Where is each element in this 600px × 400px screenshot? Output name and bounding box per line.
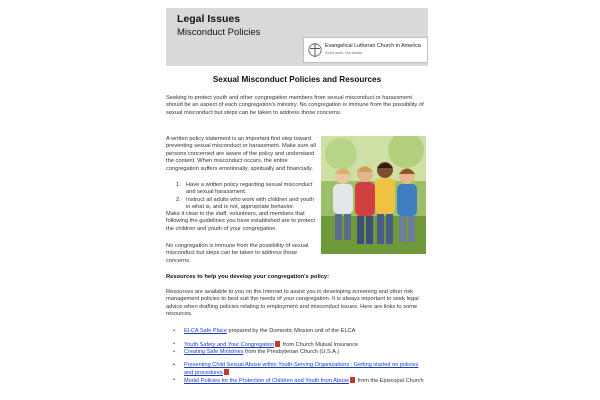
page-title: Sexual Misconduct Policies and Resources — [212, 75, 382, 84]
list-item: • Creating Safe Ministries from the Presbyterian Church (U.S.A.) — [173, 349, 340, 355]
document-page — [166, 8, 428, 400]
logo-name: Evangelical Lutheran Church in America — [325, 43, 421, 49]
bullet-icon: • — [173, 341, 175, 347]
list-item: • ELCA Safe Place prepared by the Domestic Mission unit of the ELCA — [173, 328, 356, 334]
model-policies-link[interactable]: Model Policies for the Protection of Children and Youth from Abuse — [184, 378, 350, 384]
bullet-icon: • — [173, 349, 175, 355]
header-title: Legal Issues — [177, 13, 241, 25]
elca-safe-place-link[interactable]: ELCA Safe Place — [184, 328, 227, 334]
list-item: • Youth Safety and Your Congregation from Church Mutual Insurance — [173, 341, 359, 348]
list-item — [166, 362, 428, 377]
policy-paragraph: A written policy statement is an important first step toward preventing sexual misconduct or harassment. Make sure all persons concerned are aware of the policy and understand the content. When misconduct occurs, the entire congregation suffers emotionally, spiritually and financially. — [166, 136, 316, 172]
intro-paragraph: Seeking to protect youth and other congregation members from sexual misconduct or harassment should be an aspect of each congregation's ministry. No congregation is immune from the possibility of sexual misconduct but steps can be taken to address those concerns. — [166, 95, 424, 116]
list-item: 2. Instruct all adults who work with children and youth in what is, and is not, appropriate behavior. — [176, 196, 315, 211]
resources-paragraph: Resources are available to you on the Internet to assist you in developing screening and other risk management policies to best suit the needs of your congregation. It is always important to seek legal advice when drafting policies relating to employment and misconduct issues. Here are links to some resources. — [166, 289, 419, 318]
resource-links-list — [166, 328, 428, 385]
elca-logo — [303, 37, 428, 63]
pdf-icon — [275, 341, 280, 347]
pdf-icon — [350, 377, 355, 383]
bullet-icon: • — [173, 362, 175, 368]
page-header — [166, 8, 428, 66]
pdf-icon — [224, 369, 229, 375]
immune-paragraph: No congregation is immune from the possibility of sexual misconduct but steps can be taken to address those concerns. — [166, 243, 309, 264]
list-item: • Model Policies for the Protection of Children and Youth from Abuse from the Episcopal Church — [173, 377, 424, 384]
bullet-icon: • — [173, 328, 175, 334]
children-photo — [321, 136, 426, 254]
creating-safe-ministries-link[interactable]: Creating Safe Ministries — [184, 349, 244, 355]
steps-list — [176, 182, 316, 212]
list-item: 1. Have a written policy regarding sexual misconduct and sexual harassment. — [176, 182, 313, 196]
guidelines-paragraph: Make it clear to the staff, volunteers, and members that following the guidelines you have established are to protect the children and youth of your congregation. — [166, 211, 315, 232]
elca-cross-icon — [308, 42, 322, 58]
youth-safety-link[interactable]: Youth Safety and Your Congregation — [184, 342, 275, 348]
logo-tagline: God's work. Our hands. — [325, 51, 363, 55]
preventing-abuse-link[interactable]: Preventing Child Sexual Abuse within Youth-Serving Organizations : Getting started on policies and procedures — [184, 362, 419, 376]
bullet-icon: • — [173, 377, 175, 383]
header-subtitle: Misconduct Policies — [177, 27, 261, 38]
resources-heading: Resources to help you develop your congregation's policy: — [166, 274, 330, 280]
